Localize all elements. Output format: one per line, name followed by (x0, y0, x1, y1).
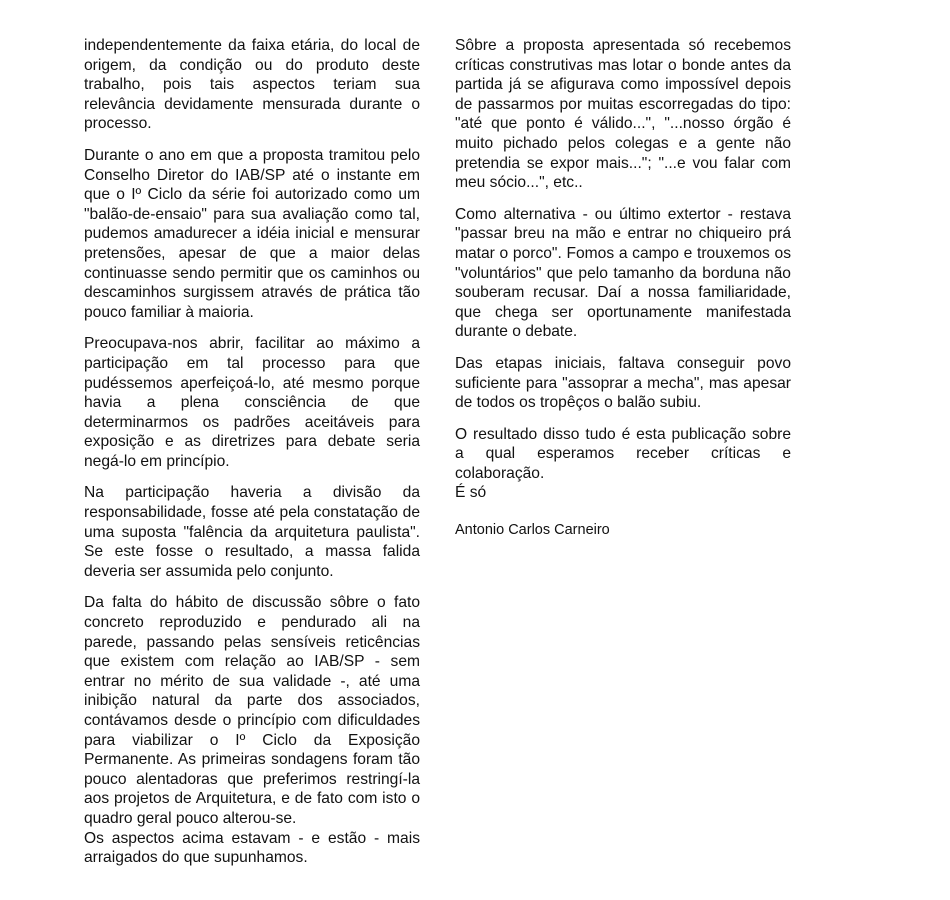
paragraph-result: O resultado disso tudo é esta publicação sobre a qual esperamos receber críticas e colaboração. (455, 425, 791, 482)
paragraph-proposal-council: Durante o ano em que a proposta tramitou pelo Conselho Diretor do IAB/SP até o instante em que o Iº Ciclo da série foi autorizado como um "balão-de-ensaio" para sua avaliação como tal, pudemos amadurecer a idéia inicial e mensurar pretensões, apesar de que a maior delas continuasse sendo permitir que os caminhos ou descaminhos surgissem através de prática tão pouco familiar à maioria. (84, 146, 420, 321)
paragraph-initial-stages: Das etapas iniciais, faltava conseguir povo suficiente para "assoprar a mecha", mas apesar de todos os tropêços o balão subiu. (455, 354, 791, 412)
paragraph-proposal-criticism: Sôbre a proposta apresentada só recebemos críticas construtivas mas lotar o bonde antes da partida já se afigurava como impossível depois de passarmos por muitas escorregadas do tipo: "até que ponto é válido...", "...nosso órgão é muito pichado pelos colegas e a gente não pretendia se expor mais..."; "...e vou falar com meu sócio...", etc.. (455, 37, 791, 192)
paragraph-age-origin: independentemente da faixa etária, do local de origem, da condição ou do produto deste trabalho, pois tais aspectos teriam sua relevância devidamente mensurada durante o processo. (84, 37, 420, 133)
paragraph-shared-responsibility: Na participação haveria a divisão da responsabilidade, fosse até pela constatação de uma suposta "falência da arquitetura paulista". Se este fosse o resultado, a massa falida deveria ser assumida pelo conjunto. (84, 484, 420, 580)
closing-line: É só (455, 484, 487, 502)
right-text-column (455, 36, 791, 555)
paragraph-aspects-rooted: Os aspectos acima estavam - e estão - mais arraigados do que supunhamos. (84, 829, 420, 867)
paragraph-alternative: Como alternativa - ou último extertor - restava "passar breu na mão e entrar no chiqueiro prá matar o porco". Fomos a campo e trouxemos os "voluntários" que pelo tamanho da borduna não souberam recusar. Daí a nossa familiaridade, que chega ser oportunamente manifestada durante o debate. (455, 205, 791, 341)
left-text-column (84, 36, 420, 880)
author-signature: Antonio Carlos Carneiro (455, 522, 610, 539)
paragraph-participation-concern: Preocupava-nos abrir, facilitar ao máximo a participação em tal processo para que pudéssemos aperfeiçoá-lo, até mesmo porque havia a plena consciência de que determinarmos os padrões aceitáveis para exposição e as diretrizes para debate seria negá-lo em princípio. (84, 335, 420, 470)
paragraph-lack-of-discussion: Da falta do hábito de discussão sôbre o fato concreto reproduzido e pendurado ali na parede, passando pelas sensíveis reticências que existem com relação ao IAB/SP - sem entrar no mérito de sua validade -, até uma inibição natural da parte dos associados, contávamos desde o princípio com dificuldades para viabilizar o Iº Ciclo da Exposição Permanente. As primeiras sondagens foram tão pouco alentadoras que preferimos restringí-la aos projetos de Arquitetura, e de fato com isto o quadro geral pouco alterou-se. (84, 594, 420, 827)
